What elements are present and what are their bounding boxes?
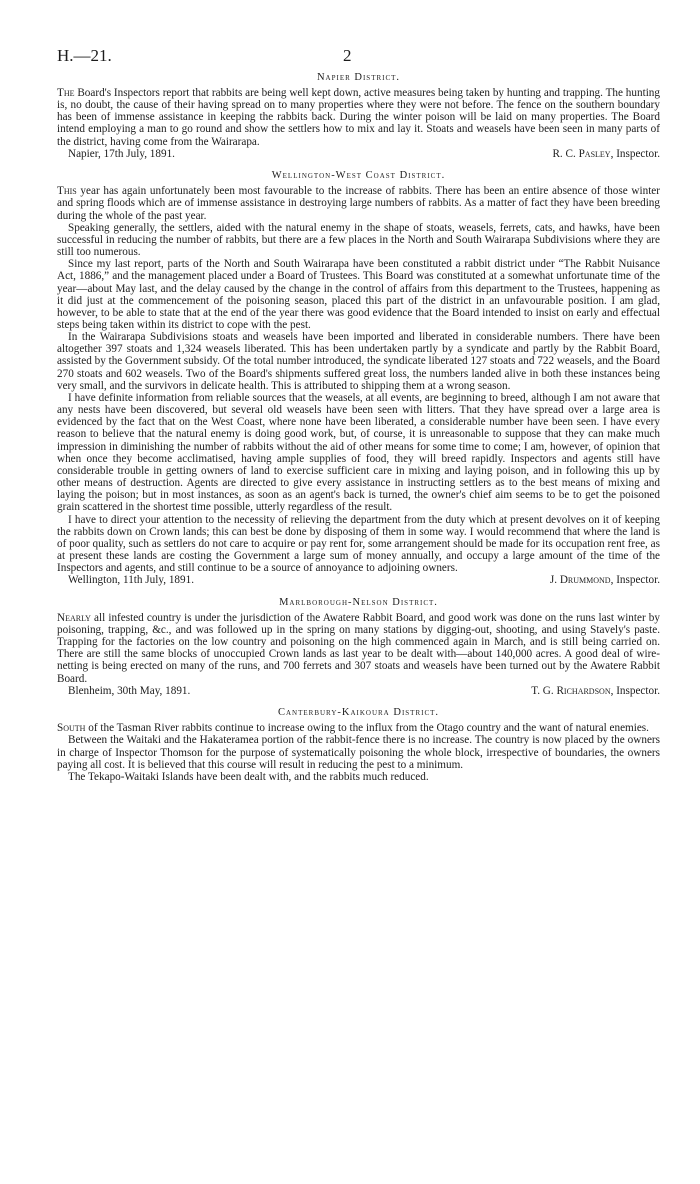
- signature-name: R. C. Pasley: [552, 147, 611, 160]
- signature-name-block: [550, 574, 660, 586]
- lead-word: South: [57, 722, 86, 735]
- paragraph-text: of the Tasman River rabbits continue to increase owing to the influx from the Otago country and the want of natural enemies.: [85, 722, 649, 735]
- section-heading: Marlborough-Nelson District.: [279, 596, 438, 608]
- paragraph: I have definite information from reliable sources that the weasels, at all events, are beginning to breed, although I am not aware that any nests have been discovered, but several old weasels have been seen with litters. That they have spread over a large area is evidenced by the fact that on the West Coast, where none have been liberated, a considerable number have been seen. I have every reason to believe that the natural enemy is doing good work, but, of course, it is unreasonable to suppose that they can make much impression in diminishing the number of rabbits without the aid of other means for some time to come; I am, however, of opinion that when once they become acclimatised, having ample supplies of food, they will breed rapidly. Inspectors and agents still have considerable trouble in getting owners of land to exercise sufficient care in mixing and laying poison, and in following this up by other means of destruction. Agents are directed to give every assistance in instructing settlers as to the best means of mixing and laying the poison; but in most instances, as soon as an agent's back is turned, the owner's chief aim seems to be to get the poisoned grain scattered in the shortest time possible, utterly regardless of the result.: [57, 391, 660, 514]
- paragraph-text: Board's Inspectors report that rabbits are being well kept down, active measures being taken by hunting and trapping. The hunting is, no doubt, the cause of their having spread on to many properties where they were not before. The fence on the southern boundary has been of immense assistance in keeping the rabbits back. During the winter poison will be laid on many properties. The Board intend employing a man to go round and show the settlers how to mix and lay it. Stoats and weasels have been seen in many parts of the district, having come from the Wairarapa.: [57, 87, 660, 148]
- paragraph-text: all infested country is under the jurisdiction of the Awatere Rabbit Board, and good work was done on the runs last winter by poisoning, trapping, &c., and was followed up in the spring on many stations by digging-out, shooting, and using Stavely's paste. Trapping for the factories on the low country and poisoning on the high commenced again in March, and is still being carried on. There are still the same blocks of unoccupied Crown lands as last year to be dealt with—about 140,000 acres. A good deal of wire-netting is being erected on many of the runs, and 700 ferrets and 307 stoats and weasels have been turned out by the Awatere Rabbit Board.: [57, 611, 660, 685]
- report-reference: H.—21.: [57, 46, 112, 65]
- signature-title: , Inspector.: [610, 574, 660, 587]
- section-canterbury-kaikoura: [57, 707, 660, 783]
- section-heading: Napier District.: [316, 72, 401, 83]
- paragraph: Speaking generally, the settlers, aided with the natural enemy in the shape of stoats, weasels, ferrets, cats, and hawks, have been successful in reducing the number of rabbits, but there are a few places in the North and South Wairarapa Subdivisions where they are still too numerous.: [57, 221, 660, 259]
- signature-name: J. Drummond: [549, 574, 611, 587]
- lead-word: Nearly: [57, 611, 91, 624]
- section-heading: Canterbury-Kaikoura District.: [277, 707, 440, 719]
- paragraph: In the Wairarapa Subdivisions stoats and weasels have been imported and liberated in considerable numbers. There have been altogether 397 stoats and 1,324 weasels liberated. This has been undertaken partly by a syndicate and partly by the Rabbit Board, assisted by the Government subsidy. Of the total number introduced, the syndicate liberated 127 stoats and 722 weasels, and the Board 270 stoats and 602 weasels. Two of the Board's shipments suffered great loss, the numbers landed alive in both these instances being very small, and the survivors in delicate health. This is attributed to shipping them at a wrong season.: [57, 331, 660, 392]
- paragraph: [57, 722, 660, 734]
- signature-line: [57, 685, 660, 698]
- signature-name-block: [531, 685, 660, 697]
- section-heading: Wellington-West Coast District.: [271, 170, 446, 182]
- paragraph: Between the Waitaki and the Hakateramea portion of the rabbit-fence there is no increase. The country is now placed by the owners in charge of Inspector Thomson for the purpose of systematically poisoning the whole block, irrespective of boundaries, the owners paying all cost. It is believed that this course will result in reducing the pest to a minimum.: [57, 734, 660, 771]
- signature-name: T. G. Richardson: [531, 684, 611, 697]
- section-wellington-west-coast: [57, 170, 660, 587]
- section-marlborough-nelson: [57, 597, 660, 697]
- paragraph: I have to direct your attention to the necessity of relieving the department from the duty which at present devolves on it of keeping the rabbits down on Crown lands; this can best be done by disposing of them in some way. I would recommend that where the land is of poor quality, such as settlers do not care to acquire or pay rent for, some arrangement should be made for its occupation rent free, as at present these lands are costing the Government a large sum of money annually, and occupy a large amount of the time of the Inspectors and agents, and still continue to be a source of annoyance to adjoining owners.: [57, 513, 660, 575]
- paragraph: [57, 185, 660, 221]
- signature-place-date: Napier, 17th July, 1891.: [68, 147, 175, 160]
- section-napier: [57, 72, 660, 160]
- signature-name-block: [552, 148, 660, 160]
- signature-line: [57, 148, 660, 161]
- paragraph: [57, 87, 660, 148]
- page-header: [57, 46, 660, 70]
- page-number: 2: [343, 46, 352, 65]
- signature-place-date: Blenheim, 30th May, 1891.: [68, 684, 191, 697]
- signature-title: , Inspector.: [610, 684, 660, 697]
- lead-word: The: [57, 87, 75, 99]
- paragraph: [57, 612, 660, 685]
- paragraph: The Tekapo-Waitaki Islands have been dealt with, and the rabbits much reduced.: [68, 770, 429, 783]
- signature-place-date: Wellington, 11th July, 1891.: [68, 574, 194, 587]
- signature-line: [57, 574, 660, 587]
- lead-word: This: [57, 185, 77, 198]
- signature-title: , Inspector.: [610, 147, 660, 160]
- paragraph: Since my last report, parts of the North and South Wairarapa have been constituted a rabbit district under “The Rabbit Nuisance Act, 1886,” and the management placed under a Board of Trustees. This Board was constituted at a somewhat unfortunate time of the year—about May last, and the delay caused by the change in the control of affairs from this department to the Trustees, happening as it did just at the commencement of the poisoning season, placed this part of the district in an unfavourable position. I am glad, however, to be able to state that at the end of the year there was good evidence that the Board intended to insist on early and effectual steps being taken within its district to cope with the pest.: [57, 258, 660, 331]
- paragraph-text: year has again unfortunately been most favourable to the increase of rabbits. There has been an entire absence of those winter and spring floods which are of immense assistance in destroying large numbers of rabbits. As a matter of fact they have been breeding during the whole of the past year.: [57, 185, 660, 222]
